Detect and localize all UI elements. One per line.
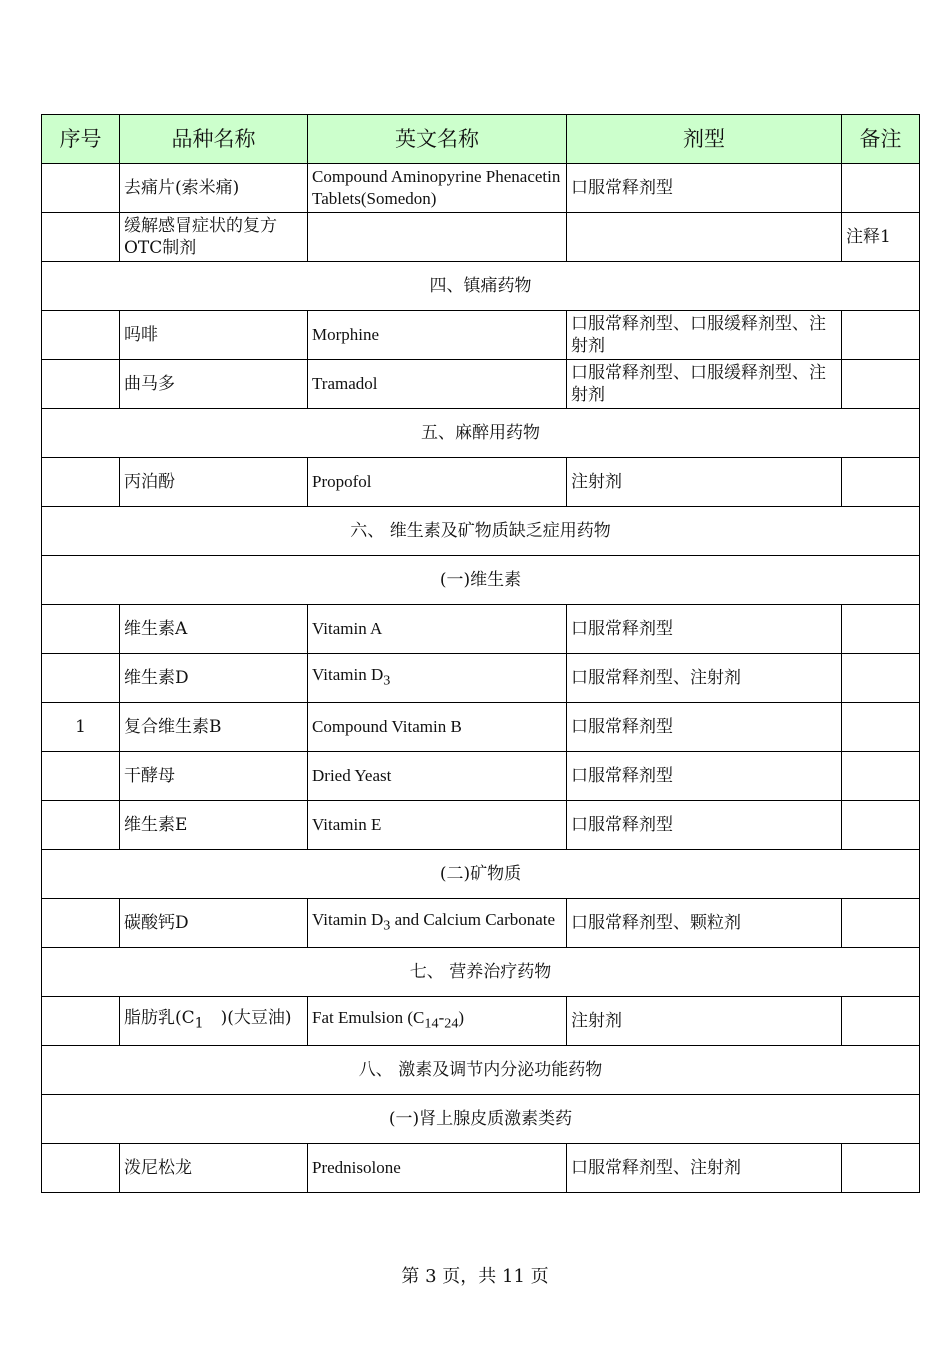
cell-cn-name: 维生素E	[120, 801, 308, 850]
subsection-title: (二)矿物质	[42, 850, 920, 899]
cell-seq	[42, 605, 120, 654]
cell-dosage-form: 口服常释剂型	[567, 801, 842, 850]
cell-note	[842, 899, 920, 948]
cell-cn-name: 维生素A	[120, 605, 308, 654]
table-row	[42, 703, 920, 752]
cell-cn-name: 去痛片(索米痛)	[120, 164, 308, 213]
section-row	[42, 507, 920, 556]
table-row	[42, 360, 920, 409]
section-title: 七、 营养治疗药物	[42, 948, 920, 997]
section-title: 六、 维生素及矿物质缺乏症用药物	[42, 507, 920, 556]
table-row	[42, 311, 920, 360]
section-title: 八、 激素及调节内分泌功能药物	[42, 1046, 920, 1095]
header-cn-name: 品种名称	[120, 115, 308, 164]
table-row	[42, 752, 920, 801]
subscript: 1	[194, 1015, 204, 1032]
section-row	[42, 262, 920, 311]
en-name-text: and Calcium Carbonate	[390, 910, 556, 930]
cell-seq	[42, 1144, 120, 1193]
cell-cn-name: 丙泊酚	[120, 458, 308, 507]
cell-note	[842, 801, 920, 850]
section-row	[42, 1046, 920, 1095]
cell-note	[842, 360, 920, 409]
cell-seq	[42, 801, 120, 850]
cell-seq	[42, 311, 120, 360]
cell-cn-name: 复合维生素B	[120, 703, 308, 752]
subsection-row	[42, 850, 920, 899]
cell-cn-name: 吗啡	[120, 311, 308, 360]
cell-dosage-form: 口服常释剂型	[567, 752, 842, 801]
cell-en-name: Dried Yeast	[308, 752, 567, 801]
cell-seq	[42, 164, 120, 213]
subscript: 24	[444, 1015, 459, 1032]
cell-dosage-form: 口服常释剂型、口服缓释剂型、注射剂	[567, 311, 842, 360]
cell-seq	[42, 360, 120, 409]
cell-dosage-form: 口服常释剂型、颗粒剂	[567, 899, 842, 948]
table-row	[42, 801, 920, 850]
en-name-text: )	[458, 1008, 465, 1028]
cell-en-name: Vitamin A	[308, 605, 567, 654]
table-row	[42, 654, 920, 703]
cell-dosage-form	[567, 213, 842, 262]
cell-dosage-form: 注射剂	[567, 458, 842, 507]
cell-cn-name: 碳酸钙D	[120, 899, 308, 948]
cell-note	[842, 654, 920, 703]
cell-note	[842, 997, 920, 1046]
cell-note	[842, 1144, 920, 1193]
section-title: 四、镇痛药物	[42, 262, 920, 311]
cell-seq	[42, 899, 120, 948]
cell-cn-name: 泼尼松龙	[120, 1144, 308, 1193]
cell-note	[842, 752, 920, 801]
cell-seq	[42, 752, 120, 801]
en-name-text: Vitamin D	[312, 910, 384, 930]
table-row	[42, 1144, 920, 1193]
cell-note	[842, 164, 920, 213]
cell-en-name: Tramadol	[308, 360, 567, 409]
cell-en-name: Compound Aminopyrine Phenacetin Tablets(Somedon)	[308, 164, 567, 213]
table-row	[42, 458, 920, 507]
subsection-title: (一)维生素	[42, 556, 920, 605]
cell-seq	[42, 213, 120, 262]
cell-en-name	[308, 997, 567, 1046]
cell-dosage-form: 口服常释剂型、口服缓释剂型、注射剂	[567, 360, 842, 409]
cell-dosage-form: 注射剂	[567, 997, 842, 1046]
section-title: 五、麻醉用药物	[42, 409, 920, 458]
header-en-name: 英文名称	[308, 115, 567, 164]
section-row	[42, 409, 920, 458]
cell-note	[842, 703, 920, 752]
header-seq: 序号	[42, 115, 120, 164]
cell-cn-name: 干酵母	[120, 752, 308, 801]
cell-cn-name: 维生素D	[120, 654, 308, 703]
table-row	[42, 997, 920, 1046]
header-note: 备注	[842, 115, 920, 164]
cell-en-name: Prednisolone	[308, 1144, 567, 1193]
cell-cn-name: 缓解感冒症状的复方OTC制剂	[120, 213, 308, 262]
cell-dosage-form: 口服常释剂型、注射剂	[567, 654, 842, 703]
cell-en-name: Morphine	[308, 311, 567, 360]
subscript: 3	[383, 672, 391, 689]
cell-seq	[42, 654, 120, 703]
cell-dosage-form: 口服常释剂型、注射剂	[567, 1144, 842, 1193]
table-row	[42, 213, 920, 262]
table-row	[42, 164, 920, 213]
cell-seq: 1	[42, 703, 120, 752]
drug-list-table	[41, 114, 920, 1193]
cell-seq	[42, 997, 120, 1046]
cell-note	[842, 605, 920, 654]
cell-en-name: Compound Vitamin B	[308, 703, 567, 752]
cn-name-text: 脂肪乳(C	[124, 1008, 195, 1029]
subsection-row	[42, 1095, 920, 1144]
cell-dosage-form: 口服常释剂型	[567, 605, 842, 654]
subsection-row	[42, 556, 920, 605]
subscript: 3	[383, 917, 391, 934]
en-name-text: Vitamin D	[312, 665, 384, 685]
subscript: 14	[424, 1015, 439, 1032]
cell-note: 注释1	[842, 213, 920, 262]
cell-cn-name	[120, 997, 308, 1046]
en-name-text: Fat Emulsion (C	[312, 1008, 425, 1028]
cell-note	[842, 458, 920, 507]
cell-en-name: Propofol	[308, 458, 567, 507]
cell-en-name	[308, 213, 567, 262]
cell-dosage-form: 口服常释剂型	[567, 164, 842, 213]
en-name-text: -	[438, 1008, 445, 1028]
cell-seq	[42, 458, 120, 507]
cell-en-name	[308, 899, 567, 948]
table-row	[42, 605, 920, 654]
table-row	[42, 899, 920, 948]
section-row	[42, 948, 920, 997]
subsection-title: (一)肾上腺皮质激素类药	[42, 1095, 920, 1144]
cell-en-name: Vitamin E	[308, 801, 567, 850]
cell-cn-name: 曲马多	[120, 360, 308, 409]
cell-dosage-form: 口服常释剂型	[567, 703, 842, 752]
cell-note	[842, 311, 920, 360]
cell-en-name	[308, 654, 567, 703]
page-footer: 第 3 页，共 11 页	[401, 1266, 549, 1287]
table-header-row	[42, 115, 920, 164]
cn-name-text: )(大豆油)	[203, 1008, 292, 1029]
header-dosage-form: 剂型	[567, 115, 842, 164]
